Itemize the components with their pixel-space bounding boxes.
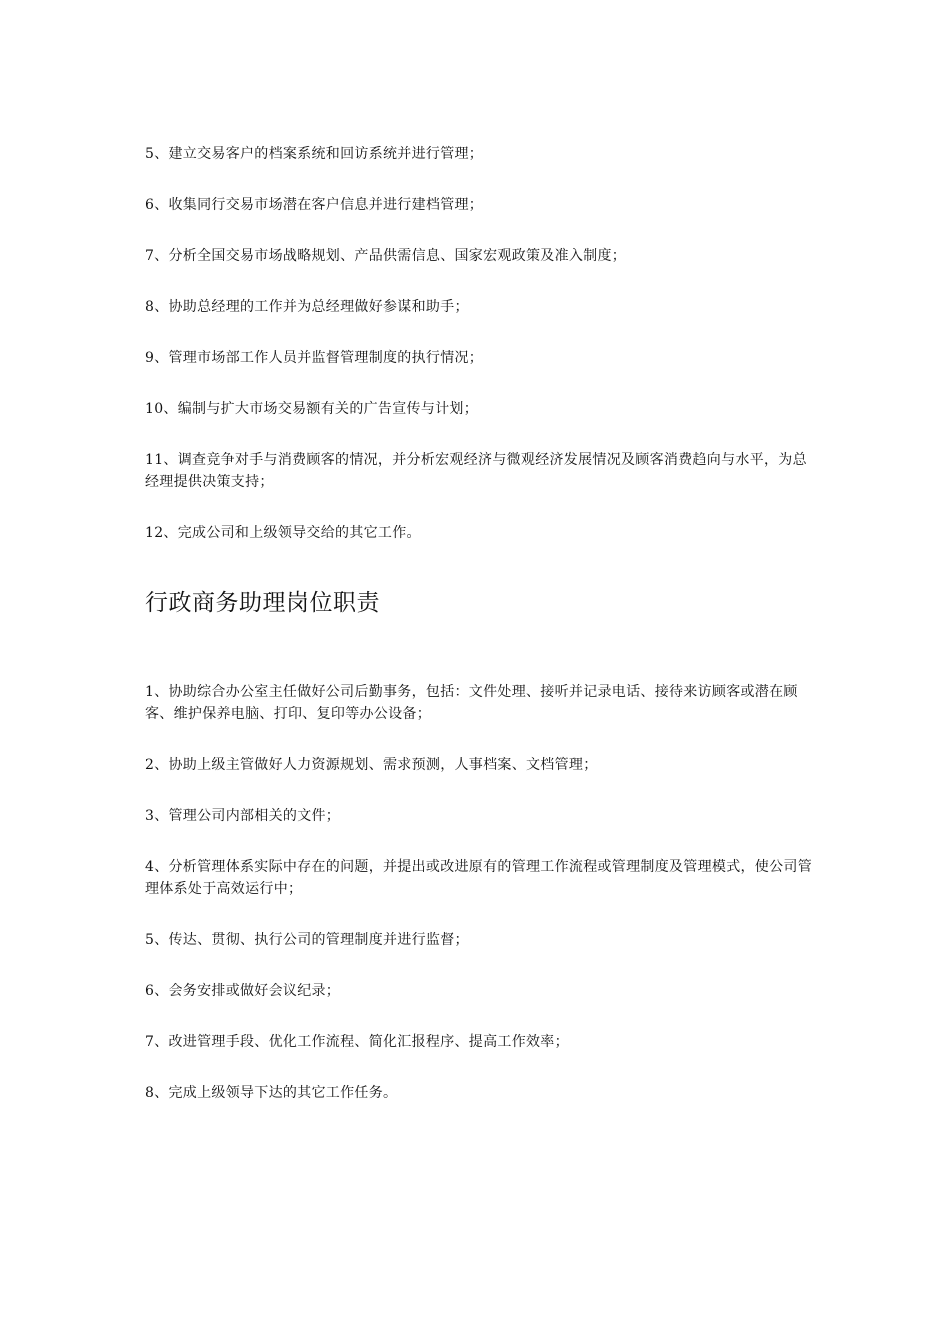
list-item: 8、协助总经理的工作并为总经理做好参谋和助手； [145, 299, 469, 315]
list-item: 10、编制与扩大市场交易额有关的广告宣传与计划； [145, 401, 479, 417]
list-item: 3、管理公司内部相关的文件； [145, 808, 341, 824]
list-item: 6、收集同行交易市场潜在客户信息并进行建档管理； [145, 197, 484, 213]
list-item: 12、完成公司和上级领导交给的其它工作。 [145, 525, 421, 541]
list-item: 4、分析管理体系实际中存在的问题，并提出或改进原有的管理工作流程或管理制度及管理模式，使公司管理体系处于高效运行中； [145, 859, 813, 897]
duty-list-market [145, 143, 815, 573]
list-item: 7、分析全国交易市场战略规划、产品供需信息、国家宏观政策及准入制度； [145, 248, 627, 264]
list-item: 1、协助综合办公室主任做好公司后勤事务，包括：文件处理、接听并记录电话、接待来访顾客或潜在顾客、维护保养电脑、打印、复印等办公设备； [145, 684, 798, 722]
list-item: 5、传达、贯彻、执行公司的管理制度并进行监督； [145, 932, 469, 948]
section-heading: 行政商务助理岗位职责 [145, 590, 380, 616]
list-item: 7、改进管理手段、优化工作流程、简化汇报程序、提高工作效率； [145, 1034, 569, 1050]
list-item: 6、会务安排或做好会议纪录； [145, 983, 341, 999]
list-item: 2、协助上级主管做好人力资源规划、需求预测，人事档案、文档管理； [145, 757, 598, 773]
list-item: 5、建立交易客户的档案系统和回访系统并进行管理； [145, 146, 484, 162]
list-item: 11、调查竞争对手与消费顾客的情况，并分析宏观经济与微观经济发展情况及顾客消费趋向与水平，为总经理提供决策支持； [145, 452, 807, 490]
list-item: 8、完成上级领导下达的其它工作任务。 [145, 1085, 398, 1101]
duty-list-admin [145, 681, 815, 1133]
list-item: 9、管理市场部工作人员并监督管理制度的执行情况； [145, 350, 484, 366]
